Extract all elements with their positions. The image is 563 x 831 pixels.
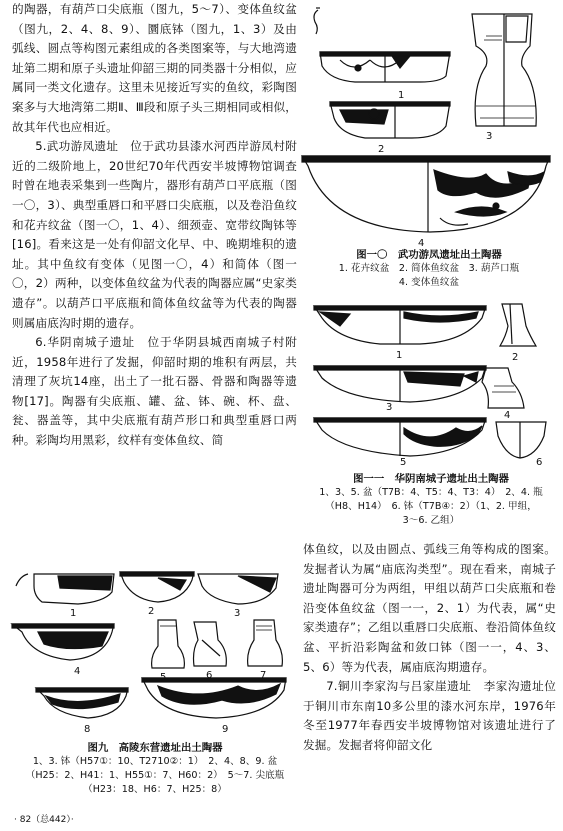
paragraph-text: 5.武功游凤遗址 位于武功县漆水河西岸游凤村附近的二级阶地上，20世纪70年代西安半坡博物馆调查时曾在地表采集到一些陶片，器形有葫芦口平底瓶（图一〇，3）、典型重唇口和平唇口尖底瓶，以及卷沿鱼纹和花卉纹盆（图一〇，1、4）、细颈壶、宽带纹陶钵等[16]。看来这是一处有仰韶文化早、中、晚期堆积的遗址。其中鱼纹有变体（见图一〇，4）和简体（图一〇，2）两种，以变体鱼纹盆为代表的陶器应属“史家类遗存”。以葫芦口平底瓶和简体鱼纹盆等为代表的陶器则属庙底沟时期的遗存。	[12, 139, 297, 330]
left-text-column	[12, 0, 297, 451]
caption-line: 1. 花卉纹盆 2. 简体鱼纹盆 3. 葫芦口瓶	[338, 263, 520, 274]
figure-label: 6	[536, 457, 543, 466]
figure-9-svg	[8, 566, 296, 738]
caption-line: 1、3. 钵（H57①：10、T2710②：1） 2、4、8、9. 盆	[32, 756, 278, 767]
figure-label: 9	[222, 724, 229, 735]
figure-label: 4	[418, 238, 425, 249]
right-text-column	[303, 540, 556, 756]
figure-11-drawings	[300, 296, 560, 466]
paragraph: 的陶器，有葫芦口尖底瓶（图九，5～7）、变体鱼纹盆（图九，2、4、8、9）、圜底钵（图九，1、3）及由弧线、圆点等构图元素组成的各类图案等，与大地湾遗址第二期和原子头遗址仰韶三期的同类器十分相似，应属同一类文化遗存。这里未见接近写实的鱼纹，彩陶图案多与大地湾第二期Ⅱ、Ⅲ段和原子头三期相同或相似，故其年代也应相近。	[12, 2, 297, 134]
figure-label: 8	[84, 724, 91, 735]
figure-label: 3	[234, 608, 241, 619]
figure-label: 1	[396, 350, 403, 361]
caption-line: 4. 变体鱼纹盆	[398, 277, 460, 288]
page-number: · 82（总442）·	[14, 815, 74, 825]
figure-label: 2	[148, 606, 155, 617]
figure-9-caption	[10, 741, 300, 797]
caption-title: 图九 高陵东营遗址出土陶器	[87, 742, 223, 754]
figure-11-caption	[305, 472, 557, 528]
figure-label: 5	[160, 672, 167, 683]
caption-title: 图一一 华阴南城子遗址出土陶器	[353, 473, 509, 485]
figure-label: 2	[512, 352, 519, 363]
paragraph	[303, 677, 556, 755]
paragraph-text: 6.华阴南城子遗址 位于华阴县城西南城子村附近，1958年进行了发掘，仰韶时期的堆积有两层，共清理了灰坑14座，出土了一批石器、骨器和陶器等遗物[17]。陶器有尖底瓶、罐、盆、钵、碗、杯、盘、瓮、器盖等，其中尖底瓶有葫芦形口和典型重唇口两种。彩陶均用黑彩，纹样有变体鱼纹、简	[12, 335, 297, 448]
caption-line: 1、3、5. 盆（T7B：4、T5：4、T3：4） 2、4. 瓶	[319, 487, 543, 498]
caption-line: （H23：18、H6：7、H25：8）	[83, 784, 227, 795]
paragraph: 体鱼纹，以及由圆点、弧线三角等构成的图案。发掘者认为属“庙底沟类型”。现在看来，南城子遗址陶器可分为两组，甲组以葫芦口尖底瓶和卷沿变体鱼纹盆（图一一，2、1）为代表，属“史家类遗存”；乙组以重唇口尖底瓶、卷沿简体鱼纹盆、平折沿彩陶盆和敛口钵（图一一，4、3、5、6）等为代表，属庙底沟期遗存。	[303, 542, 556, 674]
figure-10-caption	[305, 248, 553, 290]
figure-label: 3	[386, 402, 393, 413]
figure-label: 4	[504, 410, 511, 421]
caption-line: （H25：2、H41：1、H55①：7、H60：2） 5～7. 尖底瓶	[25, 770, 285, 781]
figure-label: 5	[400, 457, 407, 466]
figure-label: 7	[260, 670, 267, 681]
figure-10-drawings	[300, 6, 560, 254]
caption-line: （H8、H14） 6. 钵（T7B④：2）（1、2. 甲组，	[325, 501, 537, 512]
paragraph	[12, 137, 297, 333]
paragraph-text: 7.铜川李家沟与吕家崖遗址 李家沟遗址位于铜川市东南10多公里的漆水河东岸，1976年冬至1977年春西安半坡博物馆对该遗址进行了发掘。发掘者将仰韶文化	[303, 679, 556, 752]
figure-label: 6	[206, 670, 213, 681]
figure-11-svg	[300, 296, 560, 466]
figure-label: 2	[378, 144, 385, 155]
figure-label: 1	[398, 90, 405, 101]
paragraph	[12, 333, 297, 451]
caption-line: 3～6. 乙组）	[402, 515, 460, 526]
figure-10-svg	[300, 6, 560, 254]
figure-label: 1	[70, 608, 77, 619]
figure-label: 3	[486, 131, 493, 142]
figure-label: 4	[74, 666, 81, 677]
caption-title: 图一〇 武功游凤遗址出土陶器	[356, 249, 502, 261]
figure-9-drawings	[8, 566, 296, 738]
